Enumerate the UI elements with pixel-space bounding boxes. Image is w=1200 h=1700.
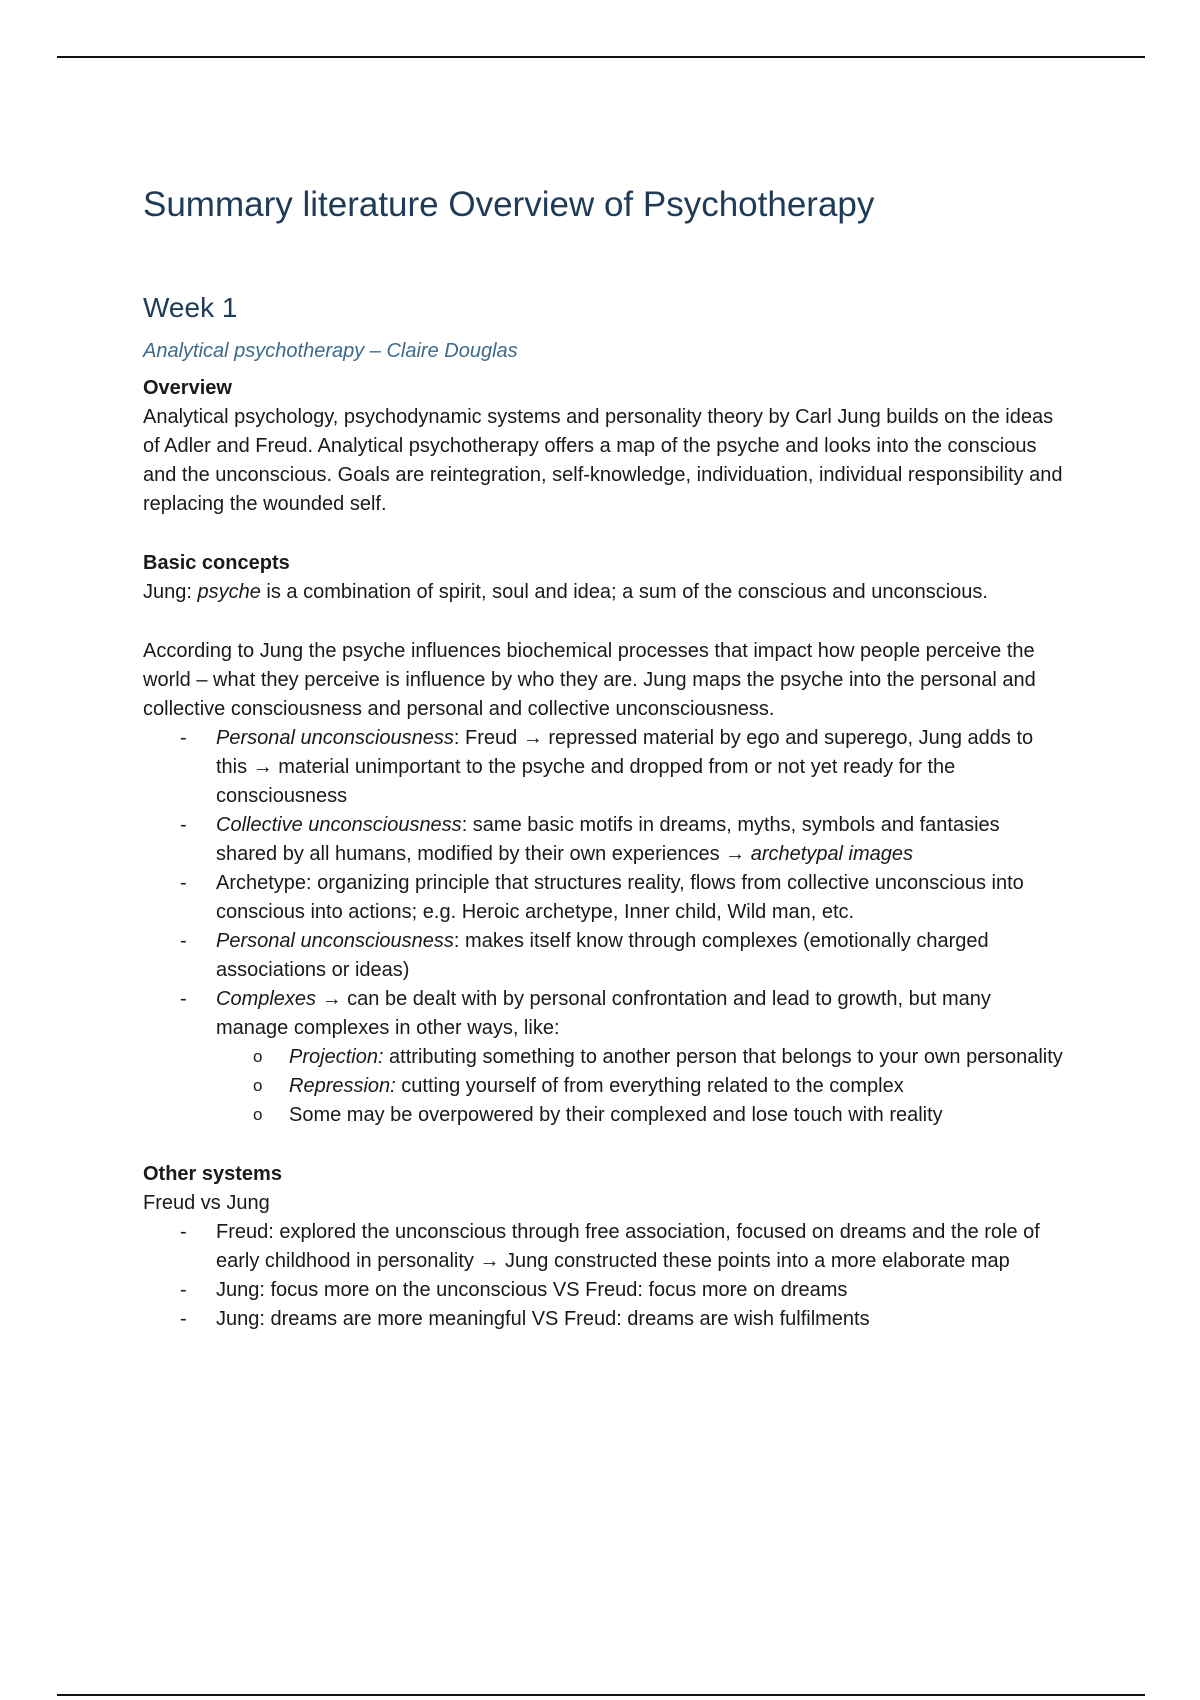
sub-list-item [216,1043,1063,1072]
list-item-text: Jung: focus more on the unconscious VS Freud: focus more on dreams [216,1279,848,1301]
list-item-term: archetypal images [745,843,914,865]
list-item-text: Jung: dreams are more meaningful VS Freud: dreams are wish fulfilments [216,1308,870,1330]
list-item-text: can be dealt with by personal confrontation and lead to growth, but many manage complexes in other ways, like: [216,988,991,1039]
list-item [143,724,1063,811]
overview-text: Analytical psychology, psychodynamic systems and personality theory by Carl Jung builds on the ideas of Adler and Freud. Analytical psychotherapy offers a map of the psyche and looks into the conscious and the unconscious. Goals are reintegration, self-knowledge, individuation, individual responsibility and replacing the wounded self. [143,406,1063,515]
list-item [143,811,1063,869]
sub-list [216,1043,1063,1130]
arrow-icon: → [321,988,342,1010]
list-item [143,1305,1063,1334]
sub-list-item-text: Some may be overpowered by their complexed and lose touch with reality [289,1104,943,1126]
document-body [143,180,1063,1334]
list-item-text: : same basic motifs in dreams, myths, symbols and fantasies shared by all humans, modified by their own experiences [216,814,1000,865]
list-item-text: Freud: explored the unconscious through free association, focused on dreams and the role of early childhood in personality [216,1221,1040,1272]
arrow-icon: → [725,843,746,865]
list-item-term: Personal unconsciousness [216,930,454,952]
list-item-text: : makes itself know through complexes (emotionally charged associations or ideas) [216,930,989,981]
sub-list-item-text: cutting yourself of from everything related to the complex [395,1075,904,1097]
overview-heading: Overview [143,377,232,399]
sub-list-item [216,1072,1063,1101]
sub-list-item [216,1101,1063,1130]
sub-list-item-term: Projection: [289,1046,384,1068]
list-item-text: Archetype: organizing principle that structures reality, flows from collective unconscious into conscious into actions; e.g. Heroic archetype, Inner child, Wild man, etc. [216,872,1024,923]
list-item-term: Complexes [216,988,317,1010]
list-item [143,927,1063,985]
list-item [143,869,1063,927]
list-item [143,1276,1063,1305]
sub-list-item-text: attributing something to another person that belongs to your own personality [383,1046,1063,1068]
other-systems-list [143,1218,1063,1334]
chapter-subtitle: Analytical psychotherapy – Claire Douglas [143,340,518,362]
list-item-term: Collective unconsciousness [216,814,462,836]
arrow-icon: → [522,727,543,749]
list-item-text: : Freud [453,727,523,749]
p1-rest: is a combination of spirit, soul and idea; a sum of the conscious and unconscious. [260,581,988,603]
p1-prefix: Jung: [143,581,198,603]
basic-concepts-p1 [143,578,1063,607]
list-item-term: Personal unconsciousness [216,727,454,749]
basic-concepts-heading: Basic concepts [143,552,290,574]
list-item-text: Jung constructed these points into a more elaborate map [499,1250,1010,1272]
other-systems-heading: Other systems [143,1163,282,1185]
list-item-text: material unimportant to the psyche and dropped from or not yet ready for the consciousness [216,756,956,807]
arrow-icon: → [479,1250,500,1272]
list-item [143,985,1063,1130]
concepts-list [143,724,1063,1130]
week-heading: Week 1 [143,292,238,323]
document-title: Summary literature Overview of Psychotherapy [143,185,875,224]
other-systems-intro: Freud vs Jung [143,1192,270,1214]
basic-concepts-p2: According to Jung the psyche influences biochemical processes that impact how people perceive the world – what they perceive is influence by who they are. Jung maps the psyche into the personal and collective consciousness and personal and collective unconsciousness. [143,640,1036,720]
arrow-icon: → [252,756,273,778]
footer-rule [57,1694,1145,1696]
header-rule [57,56,1145,58]
sub-list-item-term: Repression: [289,1075,396,1097]
list-item [143,1218,1063,1276]
psyche-term: psyche [197,581,261,603]
list-item-text: repressed material by ego and superego, Jung adds to this [216,727,1034,778]
